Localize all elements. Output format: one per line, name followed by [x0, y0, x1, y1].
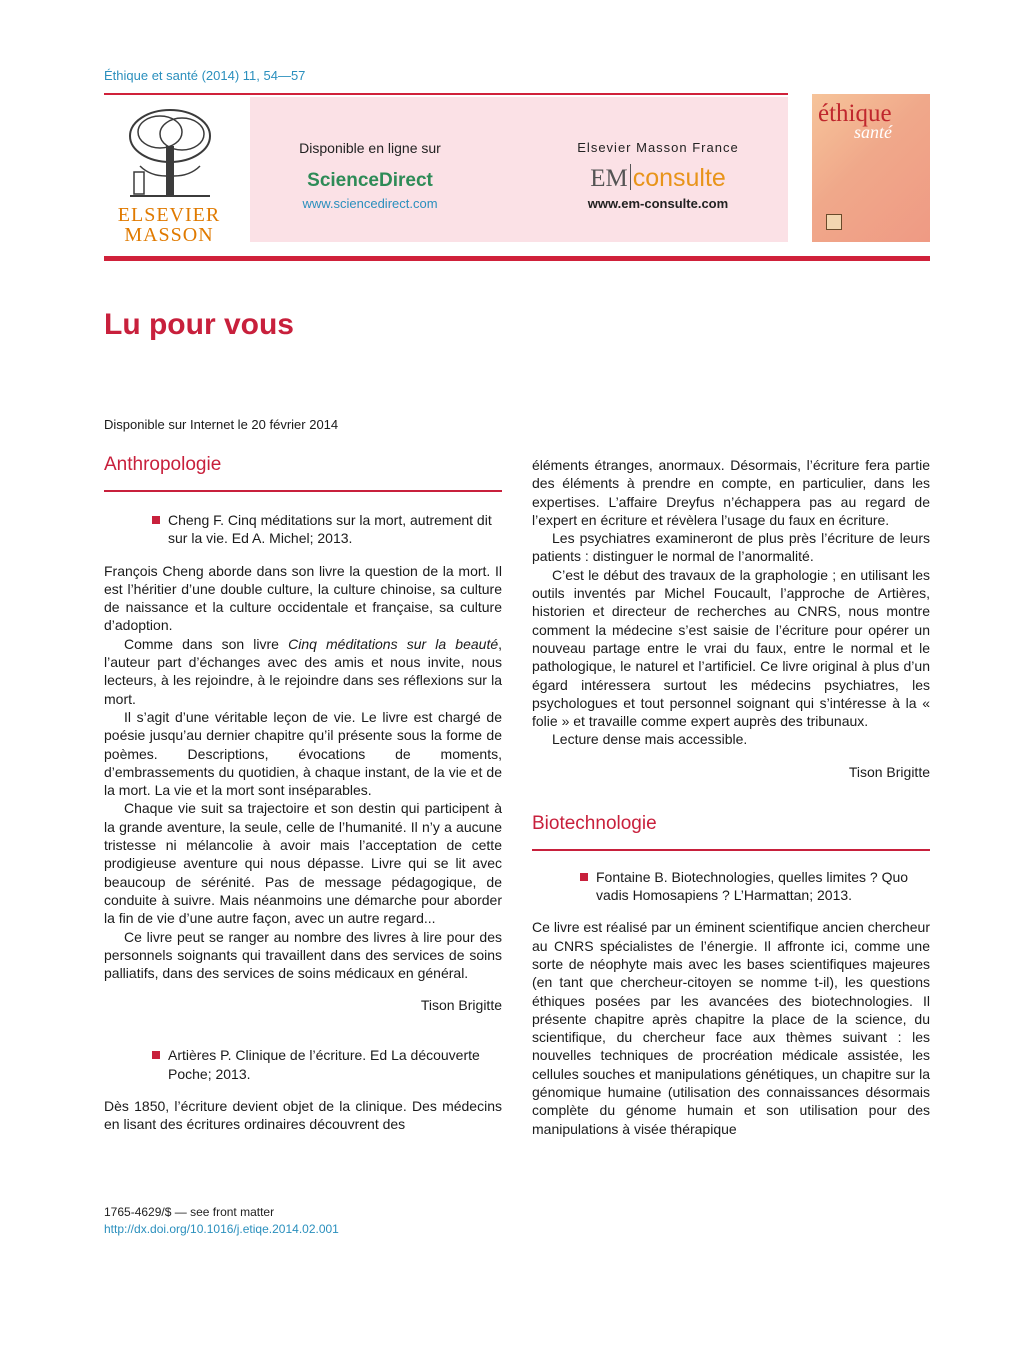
cover-title-ethique: éthique [818, 100, 892, 127]
em-logo-em: EM [590, 165, 628, 192]
paragraph: C’est le début des travaux de la graphologie ; en utilisant les outils inventés par Michel Foucault, l’approche de Artières, historien et directeur de recherches au CNRS, nous montre comment la médecine s’est saisie de l’écriture pour opérer un nouveau partage entre le vrai du faux, entre le normal et le pathologique, le naturel et l’artificiel. Ce livre original à plus d’un égard intéressera surtout les médecins psychiatres, les psychologues et tout personnel soignant qui s’intéresse à la « folie » et travaille comme expert auprès des tribunaux. [532, 566, 930, 730]
cover-title-sante: santé [854, 122, 892, 142]
left-column [104, 452, 502, 1134]
paragraph: François Cheng aborde dans son livre la question de la mort. Il est l’héritier d’une double culture, la culture chinoise, sa culture de naissance et la culture occidentale et française, sa culture d’adoption. [104, 562, 502, 634]
paragraph-text: , l’auteur part d’échanges avec des amis et nous invite, nous lecteurs, à les rejoindre, à le rejoindre dans ses réflexions sur la mort. [104, 635, 503, 707]
doi-link[interactable]: http://dx.doi.org/10.1016/j.etiqe.2014.02.001 [104, 1222, 339, 1236]
cover-emblem-icon [826, 214, 842, 230]
logo-word-masson: MASSON [124, 224, 214, 246]
top-rule [104, 93, 788, 95]
issn-line: 1765-4629/$ — see front matter [104, 1205, 275, 1219]
paragraph [104, 635, 502, 708]
page-title: Lu pour vous [104, 308, 294, 341]
sciencedirect-logo[interactable]: ScienceDirect [307, 170, 433, 191]
available-online-label: Disponible en ligne sur [299, 140, 441, 156]
em-publisher-label: Elsevier Masson France [577, 140, 739, 155]
journal-cover [812, 94, 930, 242]
reference-text: Artières P. Clinique de l’écriture. Ed La découverte Poche; 2013. [168, 1047, 480, 1082]
bullet-square-icon [152, 1051, 160, 1059]
paragraph: Ce livre peut se ranger au nombre des livres à lire pour des personnels soignants qui travaillent dans des services de soins palliatifs, dans des services de soins médicaux en général. [104, 928, 502, 982]
sciencedirect-link[interactable]: www.sciencedirect.com [302, 196, 438, 211]
em-logo-consulte: consulte [632, 164, 726, 192]
reference-text: Fontaine B. Biotechnologies, quelles limites ? Quo vadis Homosapiens ? L’Harmattan; 2013. [596, 868, 909, 904]
bullet-square-icon [580, 873, 588, 881]
paragraph: Dès 1850, l’écriture devient objet de la clinique. Des médecins en lisant des écritures ordinaires découvrent des [104, 1098, 502, 1133]
book-reference [104, 511, 502, 548]
em-consulte-link[interactable]: www.em-consulte.com [587, 196, 729, 211]
section-heading-biotechnologie: Biotechnologie [532, 812, 657, 834]
paragraph: éléments étranges, anormaux. Désormais, l’écriture fera partie des éléments à prendre en compte, en particulier, dans les expertises. L’affaire Dreyfus n’échappera pas au regard de l’expert en écriture et révèlera l’usage du faux en écriture. [532, 457, 930, 528]
bullet-square-icon [152, 516, 160, 524]
paragraph-text: Comme dans son livre [124, 635, 289, 652]
tree-icon [120, 106, 220, 202]
section-heading-anthropologie: Anthropologie [104, 454, 222, 475]
reference-text: Cheng F. Cinq méditations sur la mort, autrement dit sur la vie. Ed A. Michel; 2013. [168, 512, 492, 547]
author-signature: Tison Brigitte [420, 997, 502, 1014]
section-rule [532, 849, 930, 851]
book-reference [104, 1046, 502, 1083]
paragraph: Lecture dense mais accessible. [552, 731, 748, 748]
paragraph: Les psychiatres examineront de plus près l’écriture de leurs patients : distinguer le normal de l’anormalité. [532, 530, 930, 565]
em-consulte-logo[interactable] [540, 164, 776, 193]
em-logo-divider [630, 164, 631, 190]
author-signature: Tison Brigitte [848, 763, 930, 780]
paragraph: Il s’agit d’une véritable leçon de vie. Le livre est chargé de poésie jusqu’au dernier chapitre qu’il présente sous la forme de poèmes. Descriptions, évocations de moments, d’embrassements du quotidien, à chaque instant, de la vie et de la mort. La vie et la mort sont inséparables. [104, 708, 502, 799]
book-title-italic: Cinq méditations sur la beauté [288, 635, 499, 652]
book-reference [532, 868, 930, 905]
right-column [532, 456, 930, 1138]
logo-word-elsevier: ELSEVIER [117, 204, 221, 226]
availability-date: Disponible sur Internet le 20 février 2014 [104, 417, 339, 432]
journal-reference: Éthique et santé (2014) 11, 54—57 [104, 68, 306, 83]
paragraph: Chaque vie suit sa trajectoire et son destin qui participent à la grande aventure, la seule, celle de l’humanité. Il n’y a aucune tristesse ni mélancolie à avoir mais l’acceptation de cette prodigieuse aventure qui nous dépasse. Livre qui se lit avec beaucoup de sérénité. Pas de message pédagogique, de conduite à suivre. Mais néanmoins une démarche pour aborder la fin de vie d’une autre façon, avec un autre regard... [104, 800, 502, 927]
section-rule [104, 490, 502, 492]
header-rule [104, 256, 930, 261]
paragraph: Ce livre est réalisé par un éminent scientifique ancien chercheur au CNRS spécialistes de l’énergie. Il affronte ici, comme une sorte de néophyte mais avec les bases scientifiques majeures (en tant que chercheur-citoyen se nomme t-il), les questions éthiques posées par les avancées des biotechnologies. Il présente chapitre après chapitre la place de la science, du scientifique, du chercheur face aux thèmes suivant : les nouvelles techniques de procréation médicale assistée, les cellules souches et manipulations génétiques, un chapitre sur la génomique humaine (utilisation des connaissances désormais complète du génome humain et son utilisation pour des manipulations à visée thérapique [532, 919, 930, 1137]
elsevier-masson-logo [104, 104, 234, 246]
